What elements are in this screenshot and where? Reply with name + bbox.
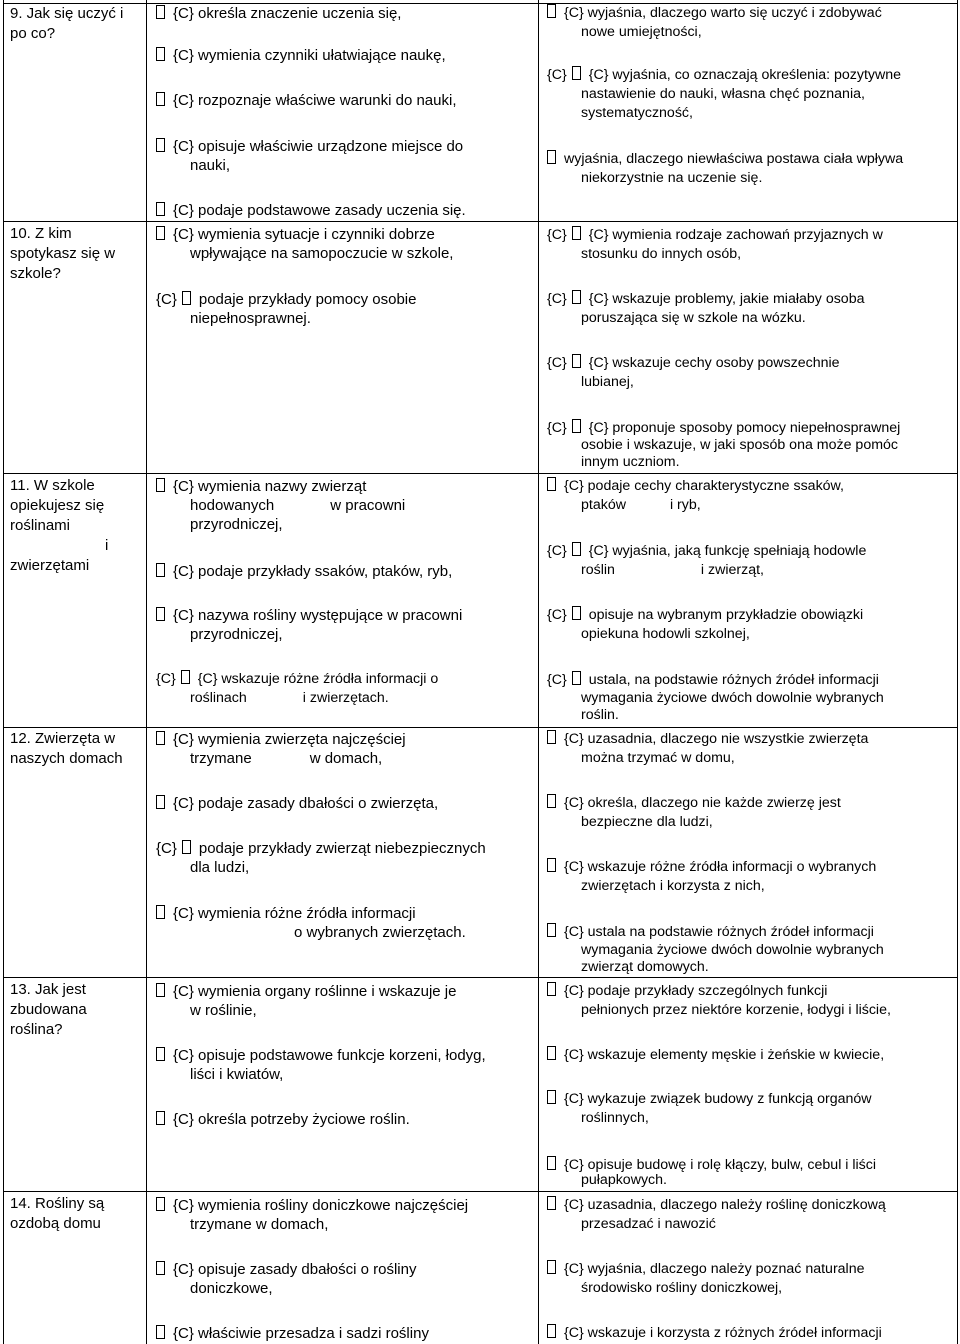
bullet-box-icon xyxy=(547,1156,556,1170)
requirement-item: {C} opisuje zasady dbałości o rośliny doniczkowe, xyxy=(156,1260,416,1298)
row-divider xyxy=(3,221,958,222)
bullet-box-icon xyxy=(547,923,556,937)
requirement-item: wyjaśnia, dlaczego niewłaściwa postawa ciała wpływa niekorzystnie na uczenie się. xyxy=(547,150,903,188)
section-title: 12. Zwierzęta w naszych domach xyxy=(10,730,123,767)
requirement-item: {C} wskazuje i korzysta z różnych źródeł informacji xyxy=(547,1324,882,1343)
requirement-item: {C} podaje zasady dbałości o zwierzęta, xyxy=(156,794,438,813)
requirement-item: {C} wyjaśnia, dlaczego należy poznać naturalne środowisko rośliny doniczkowej, xyxy=(547,1260,865,1298)
requirement-item: {C} {C} wskazuje cechy osoby powszechnie lubianej, xyxy=(547,355,840,390)
column-divider-1 xyxy=(146,0,147,1344)
bullet-box-icon xyxy=(547,982,556,996)
requirement-item: {C} opisuje na wybranym przykładzie obowiązki opiekuna hodowli szkolnej, xyxy=(547,607,864,642)
bullet-box-icon xyxy=(156,5,165,19)
bullet-box-icon xyxy=(156,1111,165,1125)
bullet-box-icon xyxy=(547,794,556,808)
requirement-item: {C} podaje cechy charakterystyczne ssaków, ptaków i ryb, xyxy=(547,477,844,515)
requirement-item: {C} podaje przykłady zwierząt niebezpiecznych dla ludzi, xyxy=(156,840,486,876)
row-divider xyxy=(3,977,958,978)
requirement-item: {C} określa, dlaczego nie każde zwierzę jest bezpieczne dla ludzi, xyxy=(547,794,841,832)
bullet-box-icon xyxy=(572,290,581,304)
bullet-box-icon xyxy=(156,905,165,919)
requirement-item: {C} opisuje budowę i rolę kłączy, bulw, cebul i liści pułapkowych. xyxy=(547,1156,876,1188)
row-divider xyxy=(3,727,958,728)
table-border-left xyxy=(3,0,4,1344)
bullet-box-icon xyxy=(156,138,165,152)
bullet-box-icon xyxy=(156,47,165,61)
bullet-box-icon xyxy=(547,1196,556,1210)
bullet-box-icon xyxy=(182,291,191,305)
row-divider xyxy=(3,1191,958,1192)
bullet-box-icon xyxy=(547,150,556,164)
bullet-box-icon xyxy=(572,671,581,685)
bullet-box-icon xyxy=(156,478,165,492)
bullet-box-icon xyxy=(572,606,581,620)
bullet-box-icon xyxy=(156,607,165,621)
bullet-box-icon xyxy=(547,1324,556,1338)
bullet-box-icon xyxy=(572,354,581,368)
requirement-item: {C} uzasadnia, dlaczego nie wszystkie zwierzęta można trzymać w domu, xyxy=(547,730,868,768)
requirement-item: {C} wymienia zwierzęta najczęściej trzymane w domach, xyxy=(156,730,406,768)
bullet-box-icon xyxy=(572,419,581,433)
bullet-box-icon xyxy=(572,66,581,80)
bullet-box-icon xyxy=(156,983,165,997)
section-title: 14. Rośliny są ozdobą domu xyxy=(10,1195,105,1232)
requirement-item: {C} wymienia różne źródła informacji o wybranych zwierzętach. xyxy=(156,904,466,942)
section-title: 10. Z kim spotykasz się w szkole? xyxy=(10,225,116,282)
requirement-item: {C} wyjaśnia, dlaczego warto się uczyć i zdobywać nowe umiejętności, xyxy=(547,4,882,42)
bullet-box-icon xyxy=(156,202,165,216)
requirement-item: {C} ustala, na podstawie różnych źródeł informacji wymagania życiowe dwóch dowolnie wybranych roślin. xyxy=(547,672,884,723)
bullet-box-icon xyxy=(547,858,556,872)
section-title: 9. Jak się uczyć i po co? xyxy=(10,5,124,42)
bullet-box-icon xyxy=(156,795,165,809)
requirement-item: {C} wykazuje związek budowy z funkcją organów roślinnych, xyxy=(547,1090,872,1128)
requirement-item: {C} opisuje podstawowe funkcje korzeni, łodyg, liści i kwiatów, xyxy=(156,1046,486,1084)
requirement-item: {C} {C} wskazuje różne źródła informacji o roślinach i zwierzętach. xyxy=(156,671,439,706)
column-divider-2 xyxy=(538,0,539,1344)
requirement-item: {C} określa znaczenie uczenia się, xyxy=(156,4,401,23)
bullet-box-icon xyxy=(572,542,581,556)
table-border-right xyxy=(957,0,958,1344)
requirement-item: {C} podaje podstawowe zasady uczenia się. xyxy=(156,201,466,220)
bullet-box-icon xyxy=(547,1260,556,1274)
row-divider xyxy=(3,473,958,474)
bullet-box-icon xyxy=(156,92,165,106)
bullet-box-icon xyxy=(547,477,556,491)
requirement-item: {C} uzasadnia, dlaczego należy roślinę doniczkową przesadzać i nawozić xyxy=(547,1196,886,1234)
requirement-item: {C} właściwie przesadza i sadzi rośliny xyxy=(156,1324,429,1343)
bullet-box-icon xyxy=(156,1261,165,1275)
bullet-box-icon xyxy=(156,563,165,577)
bullet-box-icon xyxy=(547,730,556,744)
bullet-box-icon xyxy=(156,1325,165,1339)
requirement-item: {C} {C} wyjaśnia, jaką funkcję spełniają hodowle roślin i zwierząt, xyxy=(547,543,867,578)
requirement-item: {C} określa potrzeby życiowe roślin. xyxy=(156,1110,410,1129)
requirement-item: {C} wymienia rośliny doniczkowe najczęściej trzymane w domach, xyxy=(156,1196,468,1234)
requirement-item: {C} ustala na podstawie różnych źródeł informacji wymagania życiowe dwóch dowolnie wybranych zwierząt domowych. xyxy=(547,923,884,975)
requirement-item: {C} podaje przykłady ssaków, ptaków, ryb, xyxy=(156,562,452,581)
bullet-box-icon xyxy=(572,226,581,240)
requirement-item: {C} wskazuje elementy męskie i żeńskie w kwiecie, xyxy=(547,1046,884,1065)
bullet-box-icon xyxy=(156,1047,165,1061)
bullet-box-icon xyxy=(547,4,556,18)
section-title: 13. Jak jest zbudowana roślina? xyxy=(10,981,87,1038)
requirement-item: {C} wymienia organy roślinne i wskazuje je w roślinie, xyxy=(156,982,456,1020)
bullet-box-icon xyxy=(547,1090,556,1104)
bullet-box-icon xyxy=(547,1046,556,1060)
requirement-item: {C} podaje przykłady szczególnych funkcji pełnionych przez niektóre korzenie, łodygi i liście, xyxy=(547,982,891,1020)
bullet-box-icon xyxy=(156,1197,165,1211)
requirement-item: {C} wymienia nazwy zwierząt hodowanych w pracowni przyrodniczej, xyxy=(156,477,405,534)
requirement-item: {C} rozpoznaje właściwe warunki do nauki, xyxy=(156,91,456,110)
requirement-item: {C} opisuje właściwie urządzone miejsce do nauki, xyxy=(156,137,463,175)
bullet-box-icon xyxy=(156,226,165,240)
bullet-box-icon xyxy=(181,670,190,684)
requirement-item: {C} {C} proponuje sposoby pomocy niepełnosprawnej osobie i wskazuje, w jaki sposób ona może pomóc innym uczniom. xyxy=(547,420,901,470)
requirement-item: {C} podaje przykłady pomocy osobie niepełnosprawnej. xyxy=(156,291,417,327)
requirement-item: {C} wskazuje różne źródła informacji o wybranych zwierzętach i korzysta z nich, xyxy=(547,858,876,896)
requirement-item: {C} wymienia sytuacje i czynniki dobrze wpływające na samopoczucie w szkole, xyxy=(156,225,453,263)
requirement-item: {C} {C} wyjaśnia, co oznaczają określenia: pozytywne nastawienie do nauki, własna chęć poznania, systematyczność, xyxy=(547,67,902,121)
requirement-item: {C} {C} wymienia rodzaje zachowań przyjaznych w stosunku do innych osób, xyxy=(547,227,883,262)
requirement-item: {C} nazywa rośliny występujące w pracowni przyrodniczej, xyxy=(156,606,462,644)
bullet-box-icon xyxy=(156,731,165,745)
section-title: 11. W szkole opiekujesz się roślinami i zwierzętami xyxy=(10,477,109,574)
requirement-item: {C} wymienia czynniki ułatwiające naukę, xyxy=(156,46,446,65)
requirement-item: {C} {C} wskazuje problemy, jakie miałaby osoba poruszająca się w szkole na wózku. xyxy=(547,291,865,326)
bullet-box-icon xyxy=(182,840,191,854)
